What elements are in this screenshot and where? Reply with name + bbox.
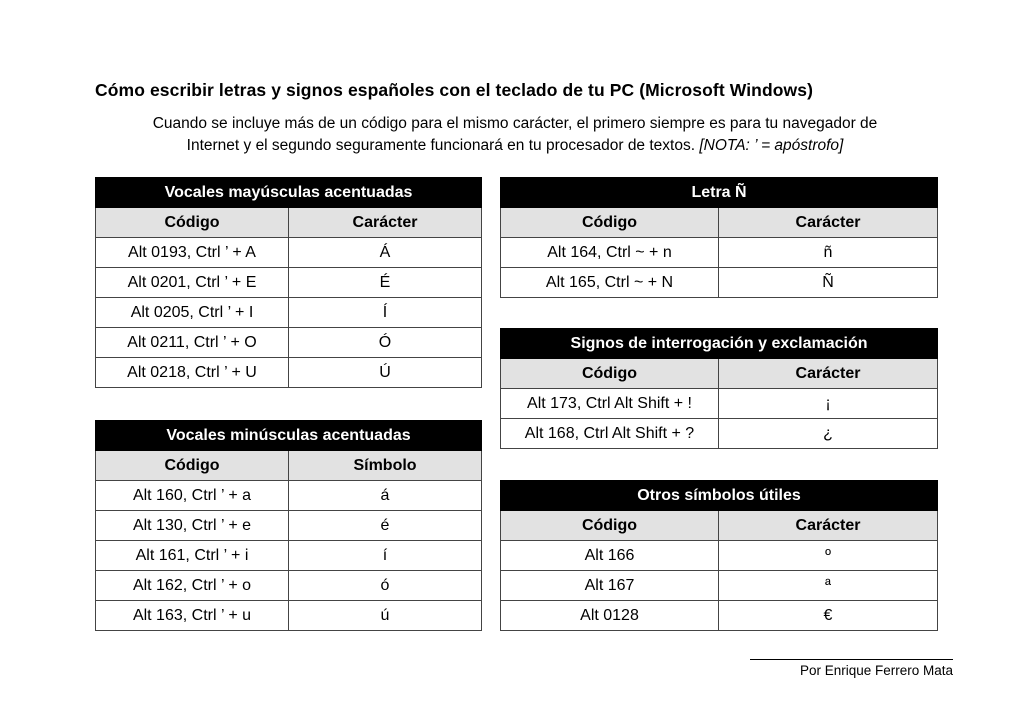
table-row bbox=[96, 481, 482, 511]
table-row bbox=[96, 358, 482, 388]
code-cell: Alt 161, Ctrl ’ + i bbox=[96, 541, 289, 571]
table-row bbox=[96, 328, 482, 358]
table-row bbox=[501, 419, 938, 449]
table-other-symbols bbox=[500, 480, 938, 631]
table-title: Vocales mayúsculas acentuadas bbox=[96, 178, 482, 208]
subtitle-line-1: Cuando se incluye más de un código para el mismo carácter, el primero siempre es para tu navegador de bbox=[152, 115, 878, 132]
character-cell: ú bbox=[289, 601, 482, 631]
character-cell: Ñ bbox=[719, 268, 938, 298]
table-row bbox=[96, 268, 482, 298]
table-letter-enye bbox=[500, 177, 938, 298]
character-cell: ¡ bbox=[719, 389, 938, 419]
code-cell: Alt 167 bbox=[501, 571, 719, 601]
character-cell: Á bbox=[289, 238, 482, 268]
table-row bbox=[96, 541, 482, 571]
column-header-symbol: Símbolo bbox=[289, 451, 482, 481]
character-cell: Í bbox=[289, 298, 482, 328]
code-cell: Alt 165, Ctrl ~ + N bbox=[501, 268, 719, 298]
table-uppercase-vowels bbox=[95, 177, 482, 388]
column-header-character: Carácter bbox=[289, 208, 482, 238]
table-row bbox=[501, 601, 938, 631]
character-cell: Ó bbox=[289, 328, 482, 358]
character-cell: ó bbox=[289, 571, 482, 601]
code-cell: Alt 163, Ctrl ’ + u bbox=[96, 601, 289, 631]
character-cell: é bbox=[289, 511, 482, 541]
table-row bbox=[501, 571, 938, 601]
author-divider bbox=[750, 659, 953, 660]
subtitle-line-2-text: Internet y el segundo seguramente funcionará en tu procesador de textos. bbox=[186, 137, 696, 154]
subtitle-note: [NOTA: ’ = apóstrofo] bbox=[699, 137, 844, 154]
character-cell: ¿ bbox=[719, 419, 938, 449]
subtitle-line-2 bbox=[95, 135, 935, 157]
table-row bbox=[96, 511, 482, 541]
code-cell: Alt 0205, Ctrl ’ + I bbox=[96, 298, 289, 328]
table-row bbox=[96, 601, 482, 631]
table-question-exclamation bbox=[500, 328, 938, 449]
code-cell: Alt 162, Ctrl ’ + o bbox=[96, 571, 289, 601]
column-header-character: Carácter bbox=[719, 359, 938, 389]
column-header-code: Código bbox=[501, 208, 719, 238]
code-cell: Alt 173, Ctrl Alt Shift + ! bbox=[501, 389, 719, 419]
table-row bbox=[501, 238, 938, 268]
table-title: Signos de interrogación y exclamación bbox=[501, 329, 938, 359]
column-header-character: Carácter bbox=[719, 511, 938, 541]
code-cell: Alt 0211, Ctrl ’ + O bbox=[96, 328, 289, 358]
table-row bbox=[96, 298, 482, 328]
table-lowercase-vowels bbox=[95, 420, 482, 631]
code-cell: Alt 164, Ctrl ~ + n bbox=[501, 238, 719, 268]
table-row bbox=[501, 541, 938, 571]
character-cell: € bbox=[719, 601, 938, 631]
code-cell: Alt 0201, Ctrl ’ + E bbox=[96, 268, 289, 298]
code-cell: Alt 0193, Ctrl ’ + A bbox=[96, 238, 289, 268]
code-cell: Alt 0218, Ctrl ’ + U bbox=[96, 358, 289, 388]
column-header-code: Código bbox=[96, 451, 289, 481]
author-credit: Por Enrique Ferrero Mata bbox=[799, 663, 953, 678]
character-cell: Ú bbox=[289, 358, 482, 388]
character-cell: ñ bbox=[719, 238, 938, 268]
column-header-code: Código bbox=[501, 359, 719, 389]
column-header-code: Código bbox=[501, 511, 719, 541]
table-row bbox=[501, 268, 938, 298]
character-cell: É bbox=[289, 268, 482, 298]
character-cell: º bbox=[719, 541, 938, 571]
column-header-character: Carácter bbox=[719, 208, 938, 238]
page-title: Cómo escribir letras y signos españoles con el teclado de tu PC (Microsoft Windows) bbox=[95, 80, 814, 100]
code-cell: Alt 168, Ctrl Alt Shift + ? bbox=[501, 419, 719, 449]
table-row bbox=[96, 238, 482, 268]
code-cell: Alt 0128 bbox=[501, 601, 719, 631]
character-cell: í bbox=[289, 541, 482, 571]
code-cell: Alt 160, Ctrl ’ + a bbox=[96, 481, 289, 511]
subtitle bbox=[95, 113, 935, 157]
table-row bbox=[96, 571, 482, 601]
code-cell: Alt 166 bbox=[501, 541, 719, 571]
character-cell: á bbox=[289, 481, 482, 511]
table-title: Vocales minúsculas acentuadas bbox=[96, 421, 482, 451]
character-cell: ª bbox=[719, 571, 938, 601]
column-header-code: Código bbox=[96, 208, 289, 238]
table-row bbox=[501, 389, 938, 419]
table-title: Otros símbolos útiles bbox=[501, 481, 938, 511]
code-cell: Alt 130, Ctrl ’ + e bbox=[96, 511, 289, 541]
table-title: Letra Ñ bbox=[501, 178, 938, 208]
